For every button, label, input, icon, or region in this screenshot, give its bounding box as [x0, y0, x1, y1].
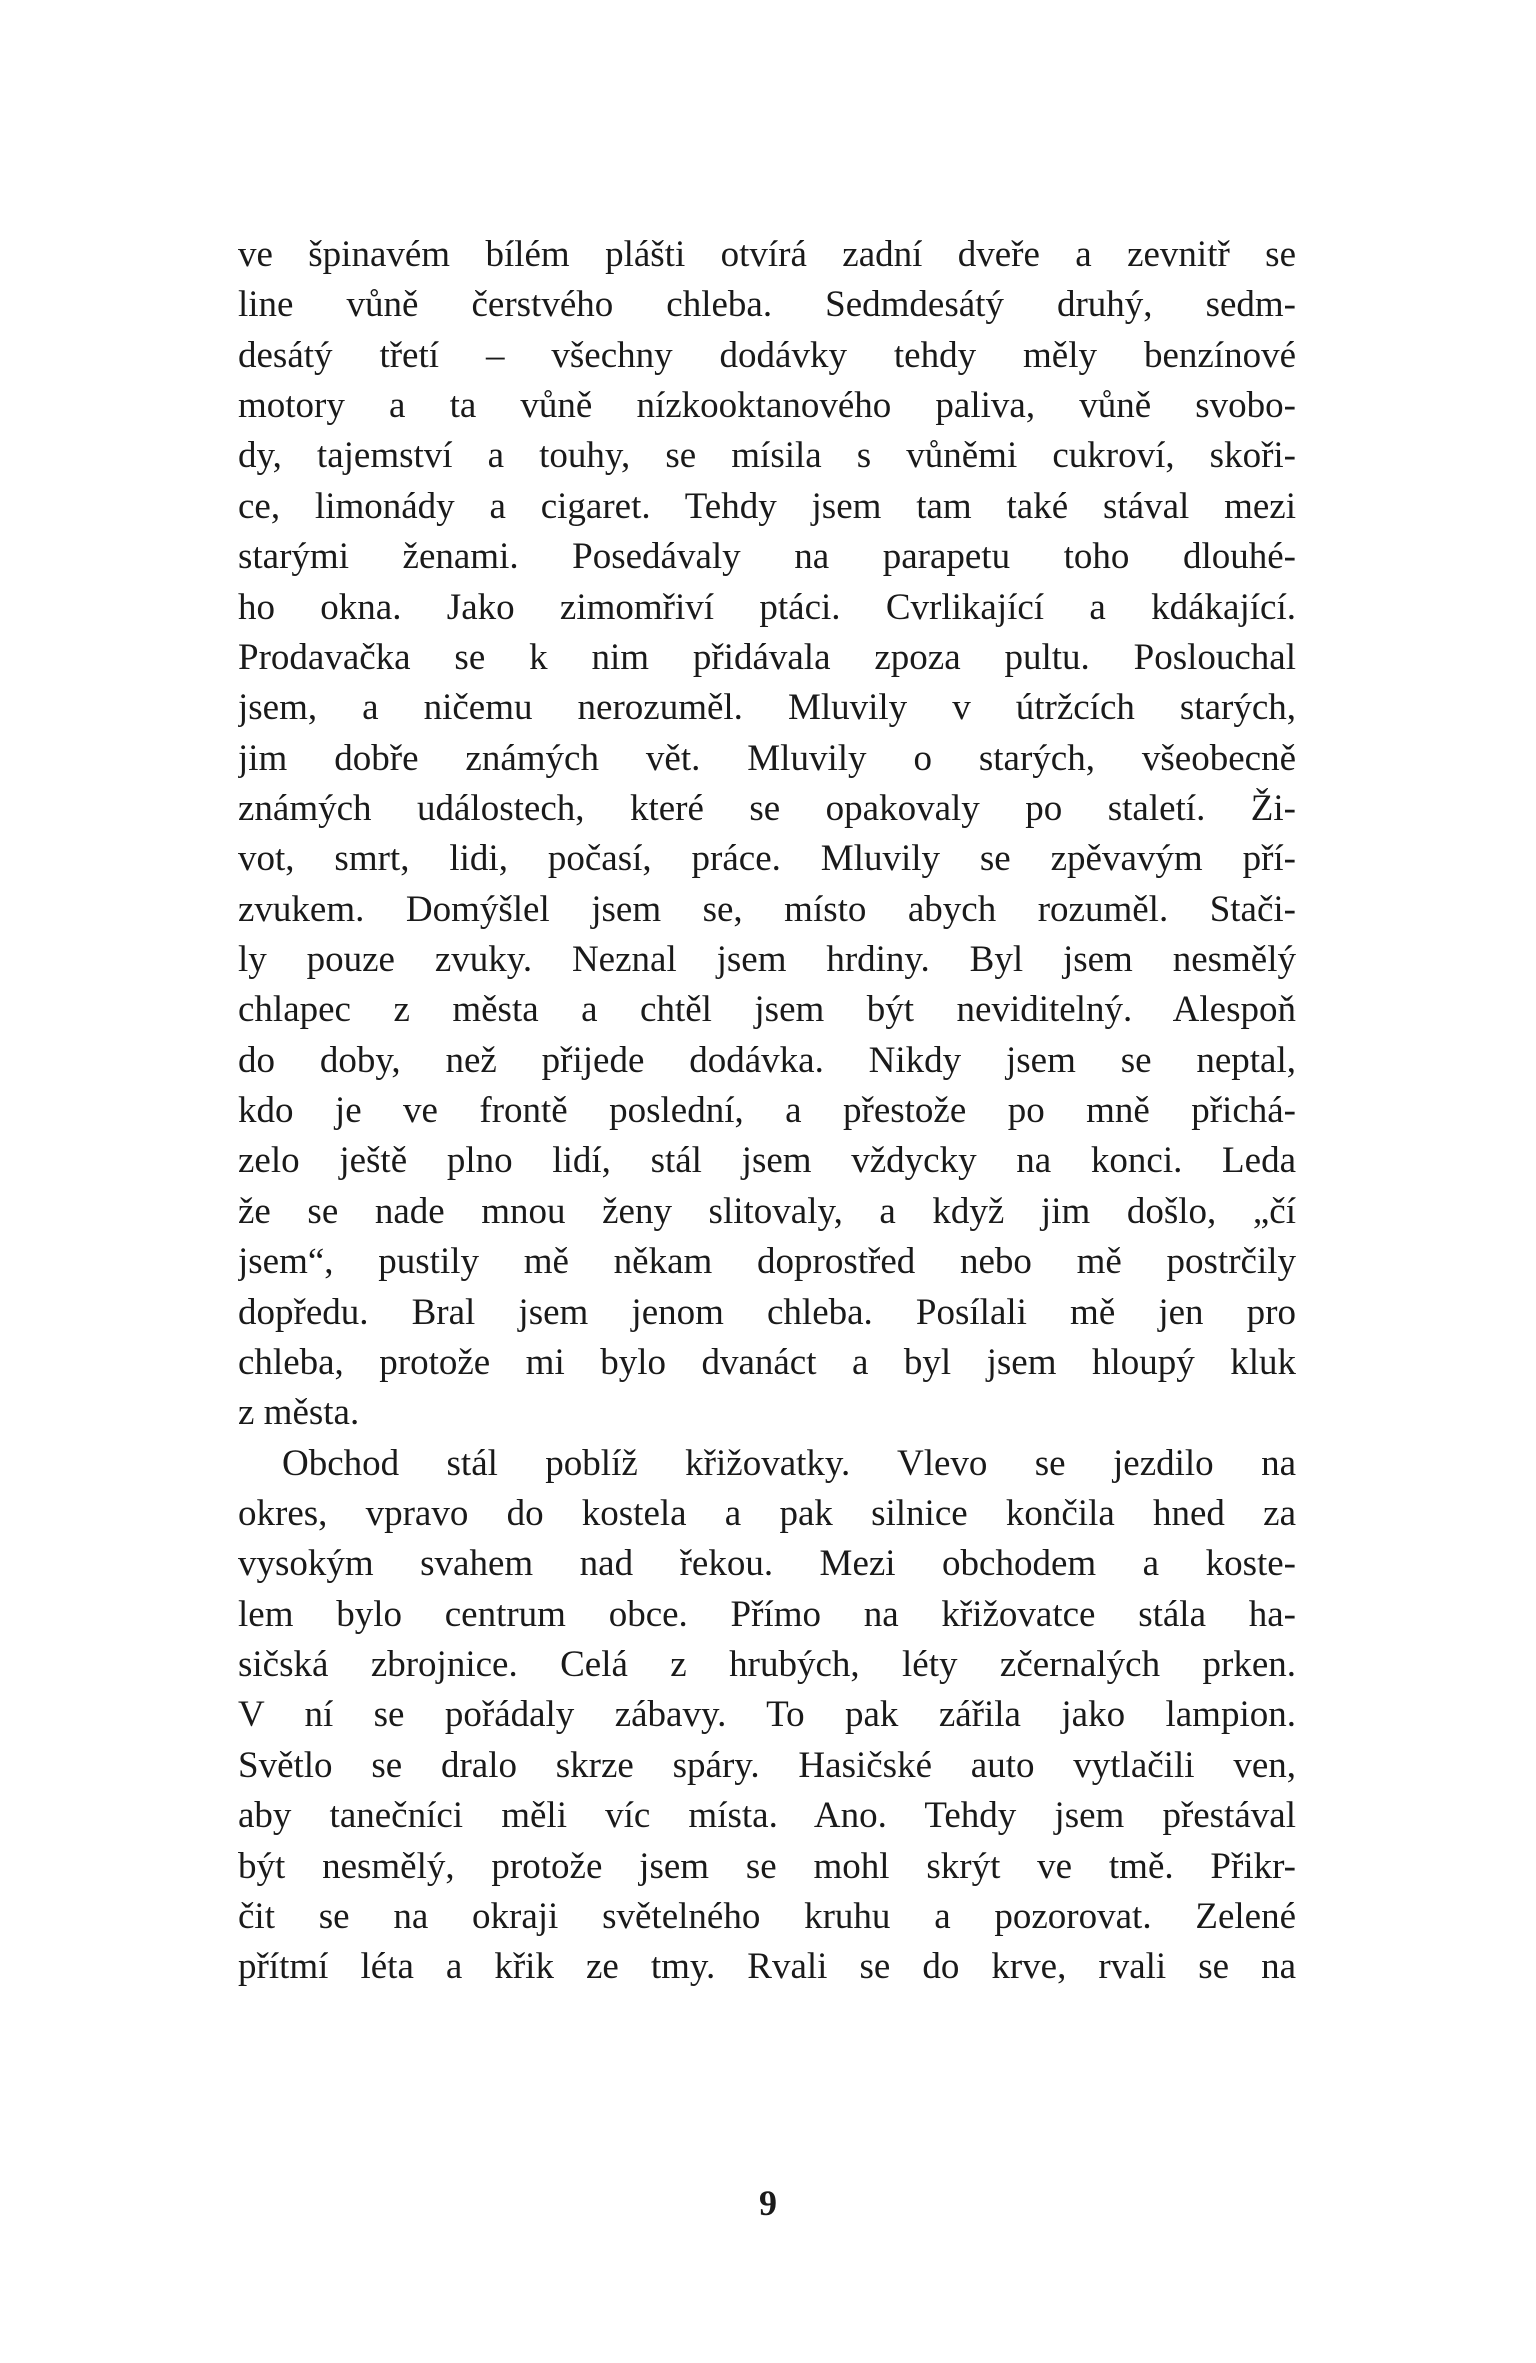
page-number: 9: [759, 2183, 777, 2223]
text-line: jsem“, pustily mě někam doprostřed nebo mě postrčily: [238, 1241, 1296, 1283]
text-line: Obchod stál poblíž křižovatky. Vlevo se jezdilo na: [282, 1442, 1296, 1484]
body-text: [238, 230, 1296, 1993]
text-line: vot, smrt, lidi, počasí, práce. Mluvily se zpěvavým pří-: [238, 838, 1296, 880]
text-line: ly pouze zvuky. Neznal jsem hrdiny. Byl jsem nesmělý: [238, 939, 1296, 981]
text-line: aby tanečníci měli víc místa. Ano. Tehdy jsem přestával: [238, 1795, 1296, 1837]
text-line: desátý třetí – všechny dodávky tehdy měly benzínové: [238, 334, 1296, 376]
text-line: sičská zbrojnice. Celá z hrubých, léty zčernalých prken.: [238, 1644, 1296, 1686]
text-line: jsem, a ničemu nerozuměl. Mluvily v útržcích starých,: [238, 687, 1296, 729]
text-line: okres, vpravo do kostela a pak silnice končila hned za: [238, 1492, 1296, 1534]
text-line: z města.: [238, 1392, 360, 1434]
paragraph-2: [238, 1439, 1296, 1993]
text-line: zvukem. Domýšlel jsem se, místo abych rozuměl. Stači-: [238, 888, 1296, 930]
text-line: Světlo se dralo skrze spáry. Hasičské auto vytlačili ven,: [238, 1744, 1296, 1786]
text-line: line vůně čerstvého chleba. Sedmdesátý druhý, sedm-: [238, 284, 1296, 326]
text-line: být nesmělý, protože jsem se mohl skrýt ve tmě. Přikr-: [238, 1845, 1296, 1887]
text-line: chlapec z města a chtěl jsem být neviditelný. Alespoň: [238, 989, 1296, 1031]
text-line: zelo ještě plno lidí, stál jsem vždycky na konci. Leda: [238, 1140, 1296, 1182]
text-line: jim dobře známých vět. Mluvily o starých, všeobecně: [238, 737, 1296, 779]
text-line: V ní se pořádaly zábavy. To pak zářila jako lampion.: [238, 1694, 1296, 1736]
text-line: kdo je ve frontě poslední, a přestože po mně přichá-: [238, 1090, 1296, 1132]
text-line: lem bylo centrum obce. Přímo na křižovatce stála ha-: [238, 1593, 1296, 1635]
text-line: ce, limonády a cigaret. Tehdy jsem tam také stával mezi: [238, 485, 1296, 527]
text-line: do doby, než přijede dodávka. Nikdy jsem se neptal,: [238, 1039, 1296, 1081]
text-line: známých událostech, které se opakovaly po staletí. Ži-: [238, 787, 1296, 829]
text-line: vysokým svahem nad řekou. Mezi obchodem a koste-: [238, 1543, 1296, 1585]
text-line: přítmí léta a křik ze tmy. Rvali se do krve, rvali se na: [238, 1946, 1296, 1988]
text-line: motory a ta vůně nízkooktanového paliva, vůně svobo-: [238, 385, 1296, 427]
text-line: ve špinavém bílém plášti otvírá zadní dveře a zevnitř se: [238, 234, 1296, 275]
paragraph-1: [238, 230, 1296, 1439]
text-line: čit se na okraji světelného kruhu a pozorovat. Zelené: [238, 1895, 1296, 1937]
text-line: chleba, protože mi bylo dvanáct a byl jsem hloupý kluk: [238, 1341, 1296, 1383]
text-line: dy, tajemství a touhy, se mísila s vůněmi cukroví, skoři-: [238, 435, 1296, 477]
text-line: starými ženami. Posedávaly na parapetu toho dlouhé-: [238, 536, 1296, 578]
text-line: dopředu. Bral jsem jenom chleba. Posílali mě jen pro: [238, 1291, 1296, 1333]
text-line: že se nade mnou ženy slitovaly, a když jim došlo, „čí: [238, 1190, 1296, 1232]
text-line: Prodavačka se k nim přidávala zpoza pultu. Poslouchal: [238, 636, 1296, 678]
text-line: ho okna. Jako zimomřiví ptáci. Cvrlikající a kdákající.: [238, 586, 1296, 628]
